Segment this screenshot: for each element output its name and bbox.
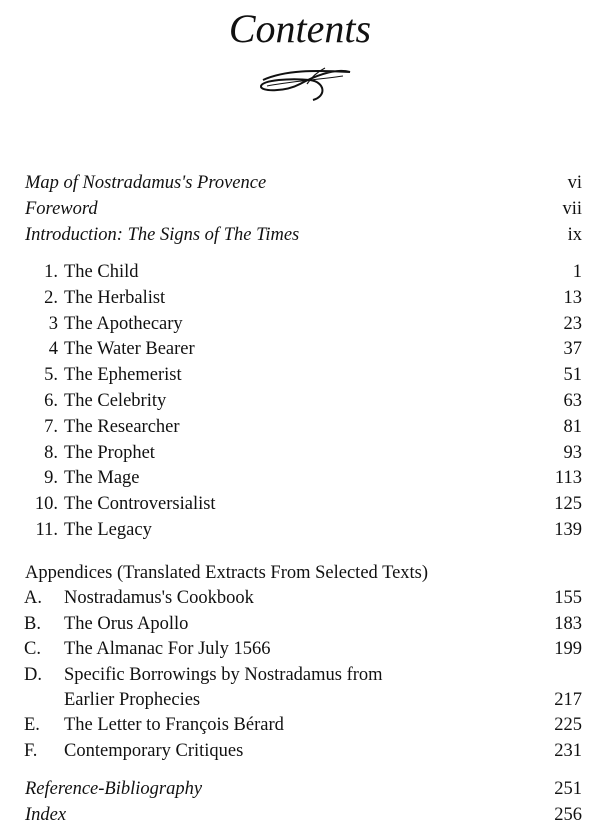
entry-page-number: 63 <box>563 391 582 411</box>
entry-number: 3 <box>48 313 58 334</box>
toc-front-matter-entry[interactable] <box>0 222 600 248</box>
entry-title: Reference-Bibliography <box>25 779 203 799</box>
entry-page-number: vi <box>567 173 582 193</box>
toc-appendix-entry[interactable] <box>0 712 600 738</box>
entry-page-number: 183 <box>554 614 582 634</box>
entry-title: The Celebrity <box>64 391 167 411</box>
entry-title: The Herbalist <box>64 287 166 308</box>
entry-page-number: 217 <box>554 690 582 710</box>
toc-chapter-entry[interactable] <box>0 285 600 311</box>
entry-title: The Researcher <box>64 416 180 437</box>
entry-page-number: ix <box>567 225 582 245</box>
toc-chapter-entry[interactable] <box>0 440 600 466</box>
entry-title: Introduction: The Signs of The Times <box>25 225 300 245</box>
entry-page-number: 155 <box>554 588 582 608</box>
entry-title: The Water Bearer <box>64 339 195 360</box>
toc-back-matter-entry[interactable] <box>0 776 600 802</box>
entry-page-number: 37 <box>563 339 582 360</box>
entry-title: Nostradamus's Cookbook <box>64 588 254 608</box>
entry-page-number: 23 <box>563 313 582 334</box>
entry-title: Earlier Prophecies <box>64 690 201 710</box>
entry-number: F. <box>24 741 38 761</box>
toc-appendix-entry[interactable] <box>0 662 600 688</box>
entry-title: The Controversialist <box>64 494 216 515</box>
toc-chapter-entry[interactable] <box>0 414 600 440</box>
toc-chapter-entry[interactable] <box>0 517 600 543</box>
toc-chapter-entry[interactable] <box>0 311 600 337</box>
entry-title: The Apothecary <box>64 313 183 334</box>
entry-title: The Ephemerist <box>64 365 182 386</box>
entry-title: The Letter to François Bérard <box>64 715 284 735</box>
entry-number: 5. <box>44 365 58 386</box>
toc-appendix-entry[interactable] <box>0 687 600 713</box>
entry-page-number: 139 <box>554 520 582 540</box>
entry-page-number: 81 <box>563 416 582 437</box>
toc-appendix-entry[interactable] <box>0 636 600 662</box>
entry-title: The Almanac For July 1566 <box>64 639 271 659</box>
entry-page-number: 13 <box>563 287 582 308</box>
toc-front-matter-entry[interactable] <box>0 196 600 222</box>
entry-number: C. <box>24 639 41 659</box>
toc-chapter-entry[interactable] <box>0 465 600 491</box>
entry-title: Foreword <box>25 199 98 219</box>
entry-number: 1. <box>44 262 58 282</box>
entry-title: Contemporary Critiques <box>64 741 244 761</box>
toc-chapter-entry[interactable] <box>0 388 600 414</box>
entry-number: 2. <box>44 287 58 308</box>
toc-chapter-entry[interactable] <box>0 362 600 388</box>
entry-title: Specific Borrowings by Nostradamus from <box>64 665 383 685</box>
entry-page-number: 199 <box>554 639 582 659</box>
toc-appendix-entry[interactable] <box>0 585 600 611</box>
entry-title: The Orus Apollo <box>64 614 189 634</box>
entry-title: Index <box>25 805 67 825</box>
page-title: Contents <box>228 6 372 51</box>
entry-number: D. <box>24 665 42 685</box>
toc-chapter-entry[interactable] <box>0 259 600 285</box>
flourish-ornament-icon <box>255 66 355 104</box>
entry-number: 11. <box>35 520 58 540</box>
toc-chapter-entry[interactable] <box>0 491 600 517</box>
entry-number: 8. <box>44 442 58 463</box>
entry-page-number: 256 <box>554 805 582 825</box>
entry-number: B. <box>24 614 41 634</box>
entry-title: The Child <box>64 262 139 282</box>
appendices-heading <box>0 560 600 586</box>
toc-appendix-entry[interactable] <box>0 738 600 764</box>
toc-chapter-entry[interactable] <box>0 336 600 362</box>
entry-number: 6. <box>44 391 58 411</box>
entry-number: E. <box>24 715 40 735</box>
entry-title: The Prophet <box>64 442 155 463</box>
toc-appendix-entry[interactable] <box>0 611 600 637</box>
entry-number: 7. <box>44 416 58 437</box>
entry-page-number: 1 <box>572 262 582 282</box>
entry-page-number: 251 <box>554 779 582 799</box>
toc-front-matter-entry[interactable] <box>0 170 600 196</box>
entry-title: Map of Nostradamus's Provence <box>25 173 267 193</box>
entry-title: Appendices (Translated Extracts From Selected Texts) <box>25 563 429 583</box>
entry-number: 9. <box>44 468 58 489</box>
entry-page-number: 231 <box>554 741 582 761</box>
entry-page-number: 125 <box>554 494 582 515</box>
toc-back-matter-entry[interactable] <box>0 802 600 828</box>
entry-page-number: vii <box>562 199 582 219</box>
entry-number: A. <box>24 588 42 608</box>
entry-number: 4 <box>48 339 58 360</box>
entry-number: 10. <box>34 494 58 515</box>
entry-page-number: 113 <box>554 468 582 489</box>
entry-page-number: 93 <box>563 442 582 463</box>
entry-title: The Mage <box>64 468 140 489</box>
entry-page-number: 225 <box>554 715 582 735</box>
entry-title: The Legacy <box>64 520 152 540</box>
entry-page-number: 51 <box>563 365 582 386</box>
